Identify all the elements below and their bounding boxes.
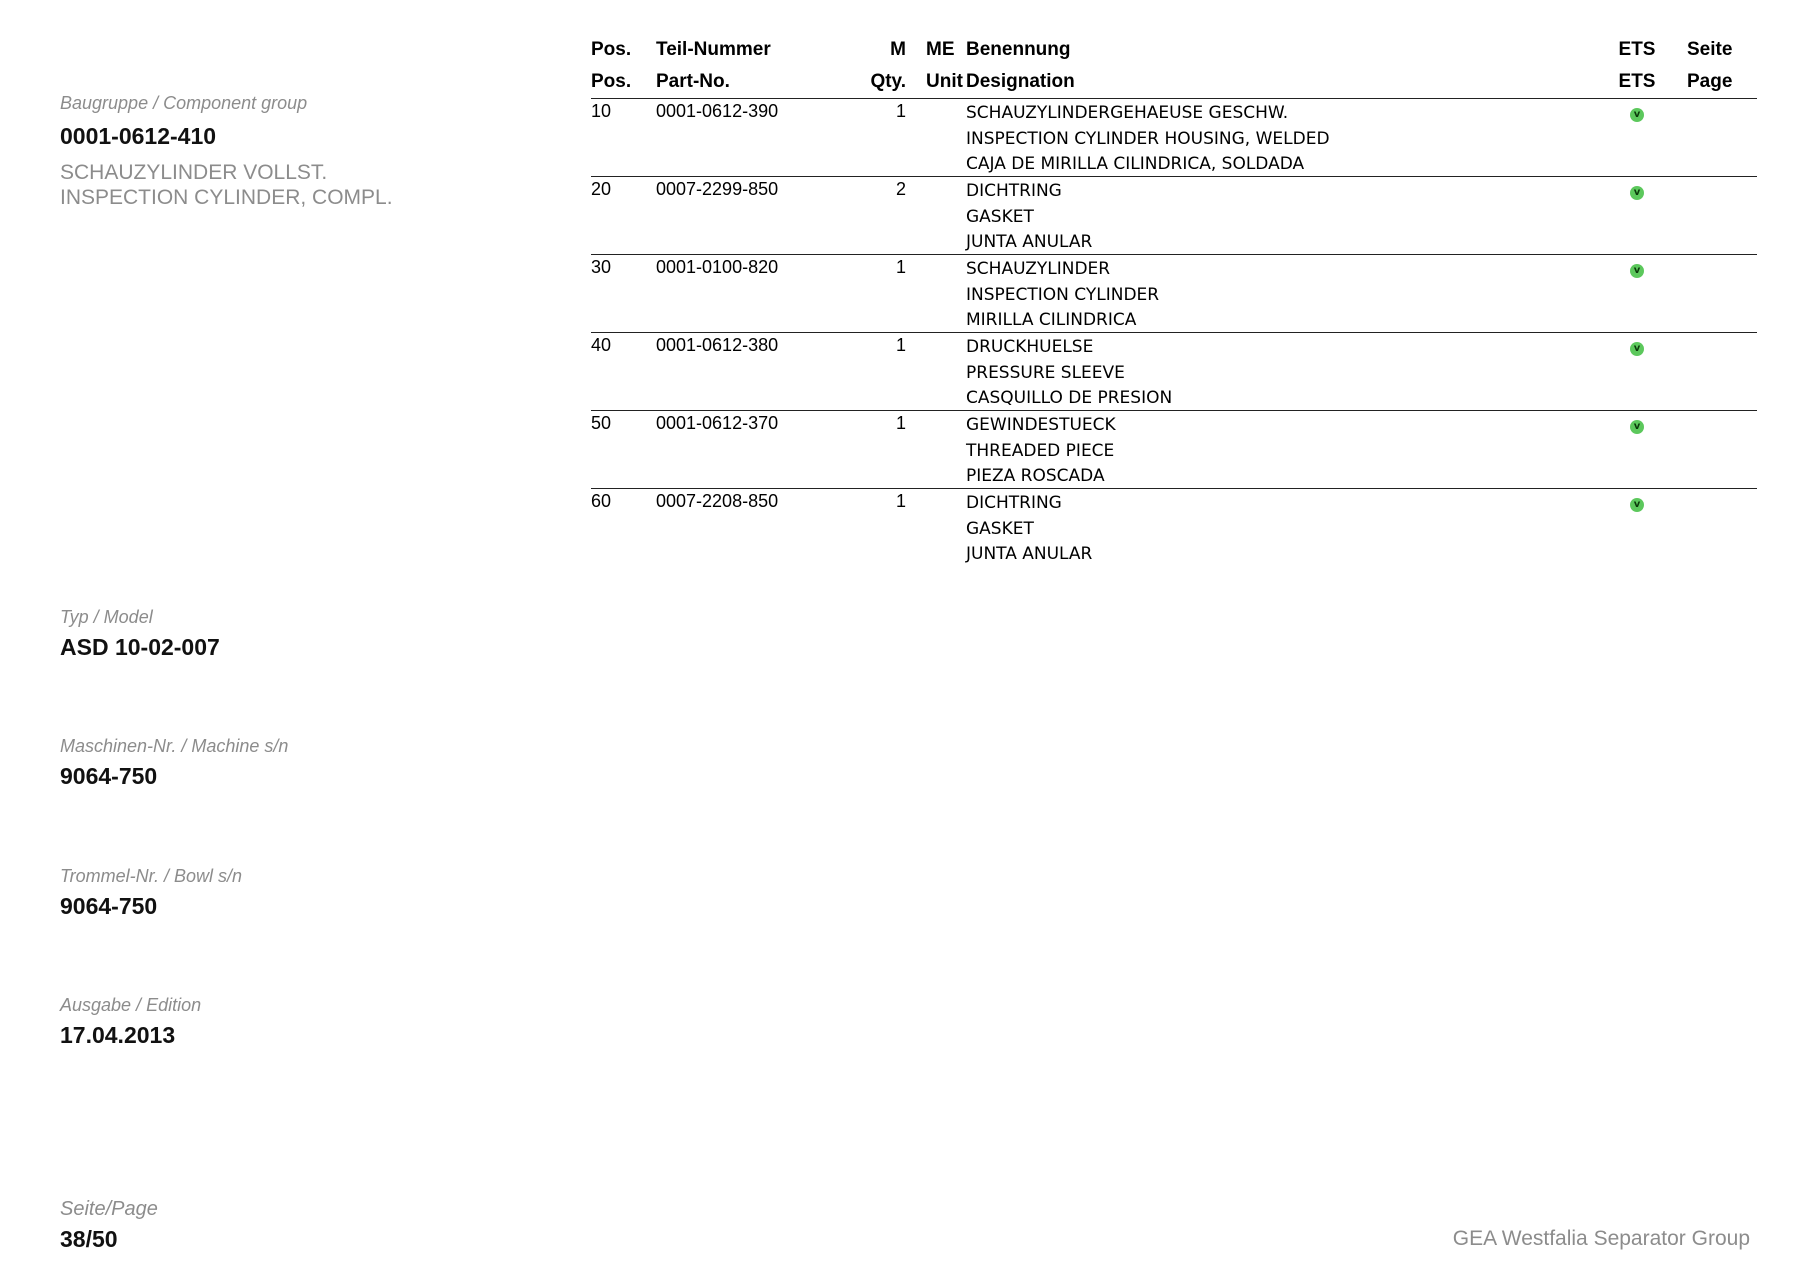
component-group-desc-de: SCHAUZYLINDER VOLLST.: [60, 161, 328, 184]
edition-value: 17.04.2013: [60, 1022, 176, 1048]
designation-en: THREADED PIECE: [966, 440, 1115, 461]
designation-de: DICHTRING: [966, 493, 1062, 513]
row-designation: [966, 99, 1617, 176]
table-header-de: [591, 34, 1757, 66]
row-designation: [966, 333, 1617, 410]
header-qty-en: Qty.: [870, 71, 906, 92]
designation-es: CASQUILLO DE PRESION: [966, 388, 1173, 409]
designation-de: GEWINDESTUECK: [966, 415, 1116, 435]
ets-check-icon: v: [1630, 108, 1644, 122]
designation-en: GASKET: [966, 206, 1034, 227]
table-row: [591, 333, 1757, 411]
row-pos: 20: [591, 179, 612, 199]
row-part-number: 0001-0100-820: [656, 257, 779, 277]
header-ets-en: ETS: [1618, 71, 1656, 92]
component-group-label: Baugruppe / Component group: [60, 93, 308, 113]
designation-es: JUNTA ANULAR: [966, 232, 1093, 253]
ets-check-icon: v: [1630, 186, 1644, 200]
designation-es: PIEZA ROSCADA: [966, 466, 1105, 487]
row-pos: 30: [591, 257, 612, 277]
designation-en: INSPECTION CYLINDER HOUSING, WELDED: [966, 128, 1330, 149]
model-label: Typ / Model: [60, 607, 153, 627]
row-designation: [966, 255, 1617, 332]
row-qty: 1: [895, 413, 906, 433]
row-part-number: 0007-2299-850: [656, 179, 779, 199]
header-part-de: Teil-Nummer: [656, 39, 771, 60]
page-label: Seite/Page: [60, 1198, 158, 1220]
row-qty: 2: [895, 179, 906, 199]
header-qty-de: M: [890, 39, 906, 60]
header-unit-de: ME: [926, 39, 955, 60]
ets-check-icon: v: [1630, 264, 1644, 278]
edition-label: Ausgabe / Edition: [60, 995, 202, 1015]
designation-es: MIRILLA CILINDRICA: [966, 310, 1137, 331]
designation-es: CAJA DE MIRILLA CILINDRICA, SOLDADA: [966, 154, 1305, 175]
row-pos: 50: [591, 413, 612, 433]
component-group-desc-en: INSPECTION CYLINDER, COMPL.: [60, 186, 393, 209]
row-designation: [966, 411, 1617, 488]
designation-de: SCHAUZYLINDERGEHAEUSE GESCHW.: [966, 103, 1289, 123]
row-part-number: 0001-0612-370: [656, 413, 779, 433]
row-pos: 40: [591, 335, 612, 355]
machine-sn-value: 9064-750: [60, 763, 158, 789]
header-pos-en: Pos.: [591, 71, 632, 92]
machine-sn-label: Maschinen-Nr. / Machine s/n: [60, 736, 289, 756]
row-qty: 1: [895, 491, 906, 511]
ets-check-icon: v: [1630, 498, 1644, 512]
header-ets-de: ETS: [1618, 39, 1656, 60]
row-designation: [966, 489, 1617, 566]
designation-de: DRUCKHUELSE: [966, 337, 1094, 357]
table-row: [591, 411, 1757, 489]
designation-de: SCHAUZYLINDER: [966, 259, 1111, 279]
designation-en: PRESSURE SLEEVE: [966, 362, 1125, 383]
component-group-description: [60, 160, 393, 210]
ets-check-icon: v: [1630, 342, 1644, 356]
table-row: [591, 489, 1757, 566]
component-group-number: 0001-0612-410: [60, 123, 217, 149]
row-pos: 60: [591, 491, 612, 511]
row-qty: 1: [895, 257, 906, 277]
header-page-en: Page: [1687, 71, 1733, 92]
header-page-de: Seite: [1687, 39, 1733, 60]
company-name: GEA Westfalia Separator Group: [1452, 1227, 1750, 1250]
header-desc-en: Designation: [966, 71, 1075, 92]
row-part-number: 0001-0612-390: [656, 101, 779, 121]
table-row: [591, 99, 1757, 177]
table-header-en: [591, 66, 1757, 99]
header-pos-de: Pos.: [591, 39, 632, 60]
row-qty: 1: [895, 335, 906, 355]
row-pos: 10: [591, 101, 612, 121]
parts-table: [591, 34, 1757, 566]
table-row: [591, 177, 1757, 255]
page-number: 38/50: [60, 1226, 118, 1252]
row-qty: 1: [895, 101, 906, 121]
row-part-number: 0007-2208-850: [656, 491, 779, 511]
designation-en: INSPECTION CYLINDER: [966, 284, 1160, 305]
header-desc-de: Benennung: [966, 39, 1071, 60]
bowl-sn-value: 9064-750: [60, 893, 158, 919]
table-row: [591, 255, 1757, 333]
row-part-number: 0001-0612-380: [656, 335, 779, 355]
model-value: ASD 10-02-007: [60, 634, 220, 660]
designation-es: JUNTA ANULAR: [966, 544, 1093, 565]
row-designation: [966, 177, 1617, 254]
designation-en: GASKET: [966, 518, 1034, 539]
ets-check-icon: v: [1630, 420, 1644, 434]
header-unit-en: Unit: [926, 71, 963, 92]
bowl-sn-label: Trommel-Nr. / Bowl s/n: [60, 866, 243, 886]
header-part-en: Part-No.: [656, 71, 730, 92]
designation-de: DICHTRING: [966, 181, 1062, 201]
